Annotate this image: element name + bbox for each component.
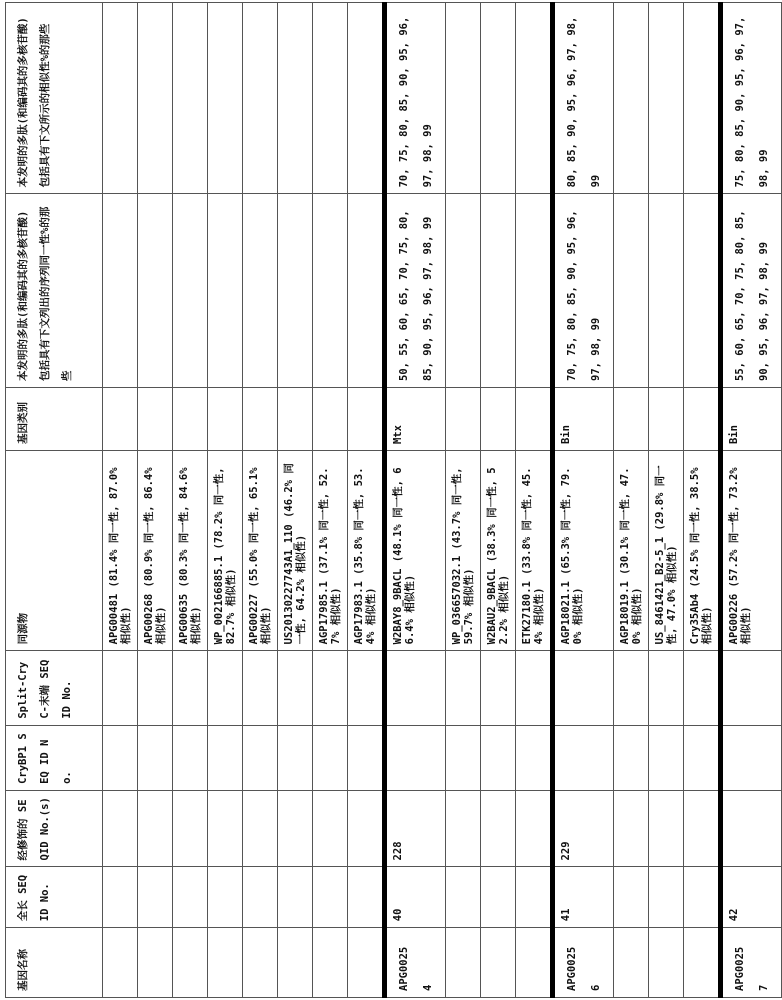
table-row [614, 3, 649, 998]
similarity-cell: 75, 80, 85, 90, 95, 96, 97, 98, 99 [721, 3, 782, 194]
gene-name-cell [208, 928, 243, 998]
gene-class-cell [516, 387, 553, 450]
split-cry-cell [208, 651, 243, 725]
table-row [684, 3, 721, 998]
table-row [313, 3, 348, 998]
homolog-cell: AGP17985.1 (37.1% 同一性, 52.7% 相似性) [313, 451, 348, 651]
full-length-cell: 42 [721, 867, 782, 928]
crybp1-cell [385, 725, 446, 790]
full-length-cell [138, 867, 173, 928]
full-length-cell: 41 [553, 867, 614, 928]
full-length-cell [649, 867, 684, 928]
similarity-cell [614, 3, 649, 194]
full-length-cell [446, 867, 481, 928]
table-row [481, 3, 516, 998]
split-cry-cell [103, 651, 138, 725]
homolog-cell: AGP17983.1 (35.8% 同一性, 53.4% 相似性) [348, 451, 385, 651]
split-cry-cell [173, 651, 208, 725]
identity-cell [278, 194, 313, 388]
similarity-cell [138, 3, 173, 194]
modified-cell: 228 [385, 790, 446, 867]
modified-cell [173, 790, 208, 867]
similarity-cell [173, 3, 208, 194]
crybp1-cell [446, 725, 481, 790]
split-cry-cell [446, 651, 481, 725]
modified-cell [721, 790, 782, 867]
crybp1-cell [721, 725, 782, 790]
crybp1-cell [649, 725, 684, 790]
gene-name-cell [481, 928, 516, 998]
table-row [103, 3, 138, 998]
identity-cell [614, 194, 649, 388]
crybp1-cell [481, 725, 516, 790]
homolog-cell: APG00227 (55.0% 同一性, 65.1% 相似性) [243, 451, 278, 651]
similarity-cell: 70, 75, 80, 85, 90, 95, 96, 97, 98, 99 [385, 3, 446, 194]
gene-class-cell [243, 387, 278, 450]
header-modified-seq-id: 经修饰的 SEQID No.(s) [6, 790, 103, 867]
full-length-cell [516, 867, 553, 928]
table-row [138, 3, 173, 998]
identity-cell [684, 194, 721, 388]
split-cry-cell [243, 651, 278, 725]
split-cry-cell [516, 651, 553, 725]
split-cry-cell [553, 651, 614, 725]
identity-cell [446, 194, 481, 388]
gene-name-cell: APG0025 4 [385, 928, 446, 998]
table-row [173, 3, 208, 998]
modified-cell [649, 790, 684, 867]
similarity-cell: 80, 85, 90, 95, 96, 97, 98, 99 [553, 3, 614, 194]
gene-class-cell [348, 387, 385, 450]
modified-cell [348, 790, 385, 867]
crybp1-cell [313, 725, 348, 790]
table-row [721, 3, 782, 998]
homolog-cell: AGP18021.1 (65.3% 同一性, 79.0% 相似性) [553, 451, 614, 651]
identity-cell [243, 194, 278, 388]
gene-class-cell [278, 387, 313, 450]
homolog-cell: APG00481 (81.4% 同一性, 87.0% 相似性) [103, 451, 138, 651]
similarity-cell [243, 3, 278, 194]
split-cry-cell [348, 651, 385, 725]
identity-cell: 50, 55, 60, 65, 70, 75, 80, 85, 90, 95, 96, 97, 98, 99 [385, 194, 446, 388]
crybp1-cell [103, 725, 138, 790]
full-length-cell [684, 867, 721, 928]
gene-name-cell [313, 928, 348, 998]
table-row [348, 3, 385, 998]
header-split-cry-seq-id: Split-Cry C-末端 SEQ ID No. [6, 651, 103, 725]
table-row [649, 3, 684, 998]
full-length-cell [313, 867, 348, 928]
homolog-cell: US20130227743A1_110 (46.2% 同一性, 64.2% 相似性) [278, 451, 313, 651]
full-length-cell [173, 867, 208, 928]
similarity-cell [313, 3, 348, 194]
gene-name-cell [173, 928, 208, 998]
gene-class-cell [649, 387, 684, 450]
modified-cell [138, 790, 173, 867]
gene-name-cell [649, 928, 684, 998]
full-length-cell [614, 867, 649, 928]
split-cry-cell [721, 651, 782, 725]
identity-cell [103, 194, 138, 388]
modified-cell [446, 790, 481, 867]
crybp1-cell [208, 725, 243, 790]
modified-cell [481, 790, 516, 867]
identity-cell [516, 194, 553, 388]
full-length-cell [348, 867, 385, 928]
similarity-cell [684, 3, 721, 194]
gene-class-cell: Bin [553, 387, 614, 450]
header-row [6, 3, 103, 998]
header-similarity-pct: 本发明的多肽(和编码其的多核苷酸)包括具有下文所示的相似性%的那些 [6, 3, 103, 194]
table-row [278, 3, 313, 998]
similarity-cell [516, 3, 553, 194]
table-row [243, 3, 278, 998]
similarity-cell [278, 3, 313, 194]
homolog-cell: AGP18019.1 (30.1% 同一性, 47.0% 相似性) [614, 451, 649, 651]
split-cry-cell [481, 651, 516, 725]
homolog-cell: ETK27180.1 (33.8% 同一性, 45.4% 相似性) [516, 451, 553, 651]
identity-cell: 70, 75, 80, 85, 90, 95, 96, 97, 98, 99 [553, 194, 614, 388]
homolog-cell: US_8461421_B2-5_1 (29.8% 同一性, 47.0% 相似性) [649, 451, 684, 651]
gene-class-cell [614, 387, 649, 450]
gene-name-cell [684, 928, 721, 998]
gene-name-cell [348, 928, 385, 998]
homolog-cell: APG00268 (80.9% 同一性, 86.4% 相似性) [138, 451, 173, 651]
gene-class-cell [208, 387, 243, 450]
gene-table [5, 2, 782, 998]
identity-cell [348, 194, 385, 388]
full-length-cell [208, 867, 243, 928]
header-identity-pct: 本发明的多肽(和编码其的多核苷酸)包括具有下文列出的序列同一性%的那些 [6, 194, 103, 388]
table-row [385, 3, 446, 998]
full-length-cell [243, 867, 278, 928]
gene-name-cell: APG0025 6 [553, 928, 614, 998]
gene-name-cell [516, 928, 553, 998]
modified-cell [208, 790, 243, 867]
split-cry-cell [649, 651, 684, 725]
split-cry-cell [385, 651, 446, 725]
gene-class-cell [138, 387, 173, 450]
similarity-cell [348, 3, 385, 194]
crybp1-cell [278, 725, 313, 790]
crybp1-cell [516, 725, 553, 790]
header-full-length-seq-id: 全长 SEQ ID No. [6, 867, 103, 928]
similarity-cell [446, 3, 481, 194]
modified-cell [313, 790, 348, 867]
similarity-cell [649, 3, 684, 194]
split-cry-cell [313, 651, 348, 725]
identity-cell [649, 194, 684, 388]
homolog-cell: W2BAY8_9BACL (48.1% 同一性, 66.4% 相似性) [385, 451, 446, 651]
modified-cell: 229 [553, 790, 614, 867]
split-cry-cell [278, 651, 313, 725]
gene-class-cell [446, 387, 481, 450]
crybp1-cell [553, 725, 614, 790]
crybp1-cell [614, 725, 649, 790]
gene-name-cell [243, 928, 278, 998]
modified-cell [243, 790, 278, 867]
split-cry-cell [138, 651, 173, 725]
identity-cell [138, 194, 173, 388]
crybp1-cell [684, 725, 721, 790]
table-row [553, 3, 614, 998]
identity-cell [481, 194, 516, 388]
similarity-cell [103, 3, 138, 194]
table-body [103, 3, 782, 998]
identity-cell [313, 194, 348, 388]
gene-name-cell: APG0025 7 [721, 928, 782, 998]
full-length-cell [278, 867, 313, 928]
homolog-cell: Cry35Ab4 (24.5% 同一性, 38.5% 相似性) [684, 451, 721, 651]
gene-class-cell [173, 387, 208, 450]
homolog-cell: APG00635 (80.3% 同一性, 84.6% 相似性) [173, 451, 208, 651]
identity-cell [208, 194, 243, 388]
split-cry-cell [614, 651, 649, 725]
crybp1-cell [348, 725, 385, 790]
table-row [208, 3, 243, 998]
gene-class-cell: Bin [721, 387, 782, 450]
full-length-cell [103, 867, 138, 928]
homolog-cell: WP_002166885.1 (78.2% 同一性, 82.7% 相似性) [208, 451, 243, 651]
similarity-cell [208, 3, 243, 194]
gene-class-cell [103, 387, 138, 450]
gene-class-cell [481, 387, 516, 450]
crybp1-cell [243, 725, 278, 790]
full-length-cell: 40 [385, 867, 446, 928]
gene-name-cell [446, 928, 481, 998]
header-gene-name: 基因名称 [6, 928, 103, 998]
crybp1-cell [173, 725, 208, 790]
table-row [516, 3, 553, 998]
gene-class-cell [684, 387, 721, 450]
header-gene-class: 基因类别 [6, 387, 103, 450]
gene-name-cell [138, 928, 173, 998]
split-cry-cell [684, 651, 721, 725]
modified-cell [684, 790, 721, 867]
identity-cell [173, 194, 208, 388]
full-length-cell [481, 867, 516, 928]
homolog-cell: WP_036657032.1 (43.7% 同一性, 59.7% 相似性) [446, 451, 481, 651]
modified-cell [516, 790, 553, 867]
table-row [446, 3, 481, 998]
gene-name-cell [103, 928, 138, 998]
modified-cell [614, 790, 649, 867]
identity-cell: 55, 60, 65, 70, 75, 80, 85, 90, 95, 96, 97, 98, 99 [721, 194, 782, 388]
homolog-cell: W2BAU2_9BACL (38.3% 同一性, 52.2% 相似性) [481, 451, 516, 651]
similarity-cell [481, 3, 516, 194]
gene-class-cell: Mtx [385, 387, 446, 450]
gene-class-cell [313, 387, 348, 450]
header-homologs: 同源物 [6, 451, 103, 651]
modified-cell [103, 790, 138, 867]
modified-cell [278, 790, 313, 867]
gene-name-cell [278, 928, 313, 998]
header-crybp1-seq-id: CryBP1 SEQ ID No. [6, 725, 103, 790]
gene-name-cell [614, 928, 649, 998]
crybp1-cell [138, 725, 173, 790]
homolog-cell: APG00226 (57.2% 同一性, 73.2% 相似性) [721, 451, 782, 651]
